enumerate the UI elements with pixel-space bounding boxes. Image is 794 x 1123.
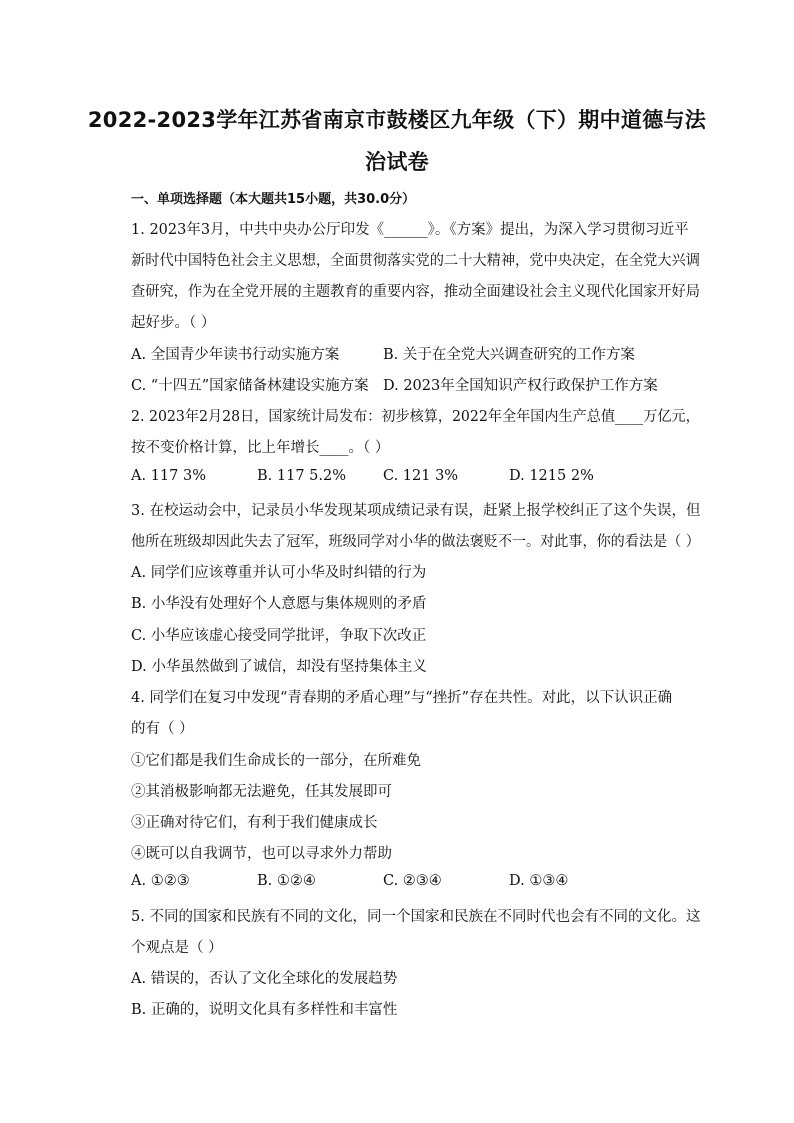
question-3-line: 3. 在校运动会中，记录员小华发现某项成绩记录有误，赶紧上报学校纠正了这个失误，但 [131, 503, 701, 519]
question-4-statement: ②其消极影响都无法避免，任其发展即可 [131, 784, 392, 800]
question-1-line: 新时代中国特色社会主义思想，全面贯彻落实党的二十大精神，党中央决定，在全党大兴调 [131, 253, 700, 269]
question-5-line: 5. 不同的国家和民族有不同的文化，同一个国家和民族在不同时代也会有不同的文化。这 [131, 909, 701, 925]
question-4-option-d: D. ①③④ [509, 873, 569, 889]
exam-title-line2: 治试卷 [365, 150, 429, 174]
question-4-statement: ③正确对待它们，有利于我们健康成长 [131, 815, 378, 831]
question-2-line: 按不变价格计算，比上年增长____。（ ） [131, 440, 390, 456]
question-2-option-d: D. 1215 2% [509, 468, 594, 484]
question-2-option-a: A. 117 3% [131, 468, 206, 484]
question-3-line: 他所在班级却因此失去了冠军，班级同学对小华的做法褒贬不一。对此事，你的看法是（ ） [131, 534, 700, 550]
question-1-option-a: A. 全国青少年读书行动实施方案 [131, 347, 340, 363]
question-1-line: 起好步。（ ） [131, 315, 216, 331]
question-3-option-a: A. 同学们应该尊重并认可小华及时纠错的行为 [131, 565, 427, 581]
question-2-line: 2. 2023年2月28日，国家统计局发布：初步核算，2022年全年国内生产总值____万亿元， [131, 409, 700, 425]
question-5-line: 个观点是（ ） [131, 940, 223, 956]
question-4-option-a: A. ①②③ [131, 873, 190, 889]
question-4-statement: ①它们都是我们生命成长的一部分，在所难免 [131, 753, 421, 769]
question-4-option-b: B. ①②④ [257, 873, 316, 889]
question-1-line: 查研究，作为在全党开展的主题教育的重要内容，推动全面建设社会主义现代化国家开好局 [131, 284, 700, 300]
exam-title-line1: 2022-2023学年江苏省南京市鼓楼区九年级（下）期中道德与法 [87, 108, 707, 132]
question-5-option-b: B. 正确的，说明文化具有多样性和丰富性 [131, 1002, 398, 1018]
question-3-option-c: C. 小华应该虚心接受同学批评，争取下次改正 [131, 628, 427, 644]
question-2-option-b: B. 117 5.2% [257, 468, 346, 484]
question-3-option-d: D. 小华虽然做到了诚信，却没有坚持集体主义 [131, 659, 427, 675]
question-1-option-d: D. 2023年全国知识产权行政保护工作方案 [383, 378, 658, 394]
question-3-option-b: B. 小华没有处理好个人意愿与集体规则的矛盾 [131, 596, 427, 612]
question-1-option-b: B. 关于在全党大兴调查研究的工作方案 [383, 347, 635, 363]
question-4-line: 的有（ ） [131, 721, 194, 737]
question-2-option-c: C. 121 3% [383, 468, 459, 484]
question-4-statement: ④既可以自我调节，也可以寻求外力帮助 [131, 846, 392, 862]
question-4-option-c: C. ②③④ [383, 873, 442, 889]
question-5-option-a: A. 错误的，否认了文化全球化的发展趋势 [131, 971, 398, 987]
question-1-option-c: C. “十四五”国家储备林建设实施方案 [131, 378, 369, 394]
question-1-line: 1. 2023年3月，中共中央办公厅印发《______》。《方案》提出，为深入学习贯彻习近平 [131, 222, 689, 238]
section-heading: 一、单项选择题（本大题共15小题，共30.0分） [131, 192, 416, 207]
question-4-line: 4. 同学们在复习中发现“青春期的矛盾心理”与“挫折”存在共性。对此，以下认识正确 [131, 690, 673, 706]
